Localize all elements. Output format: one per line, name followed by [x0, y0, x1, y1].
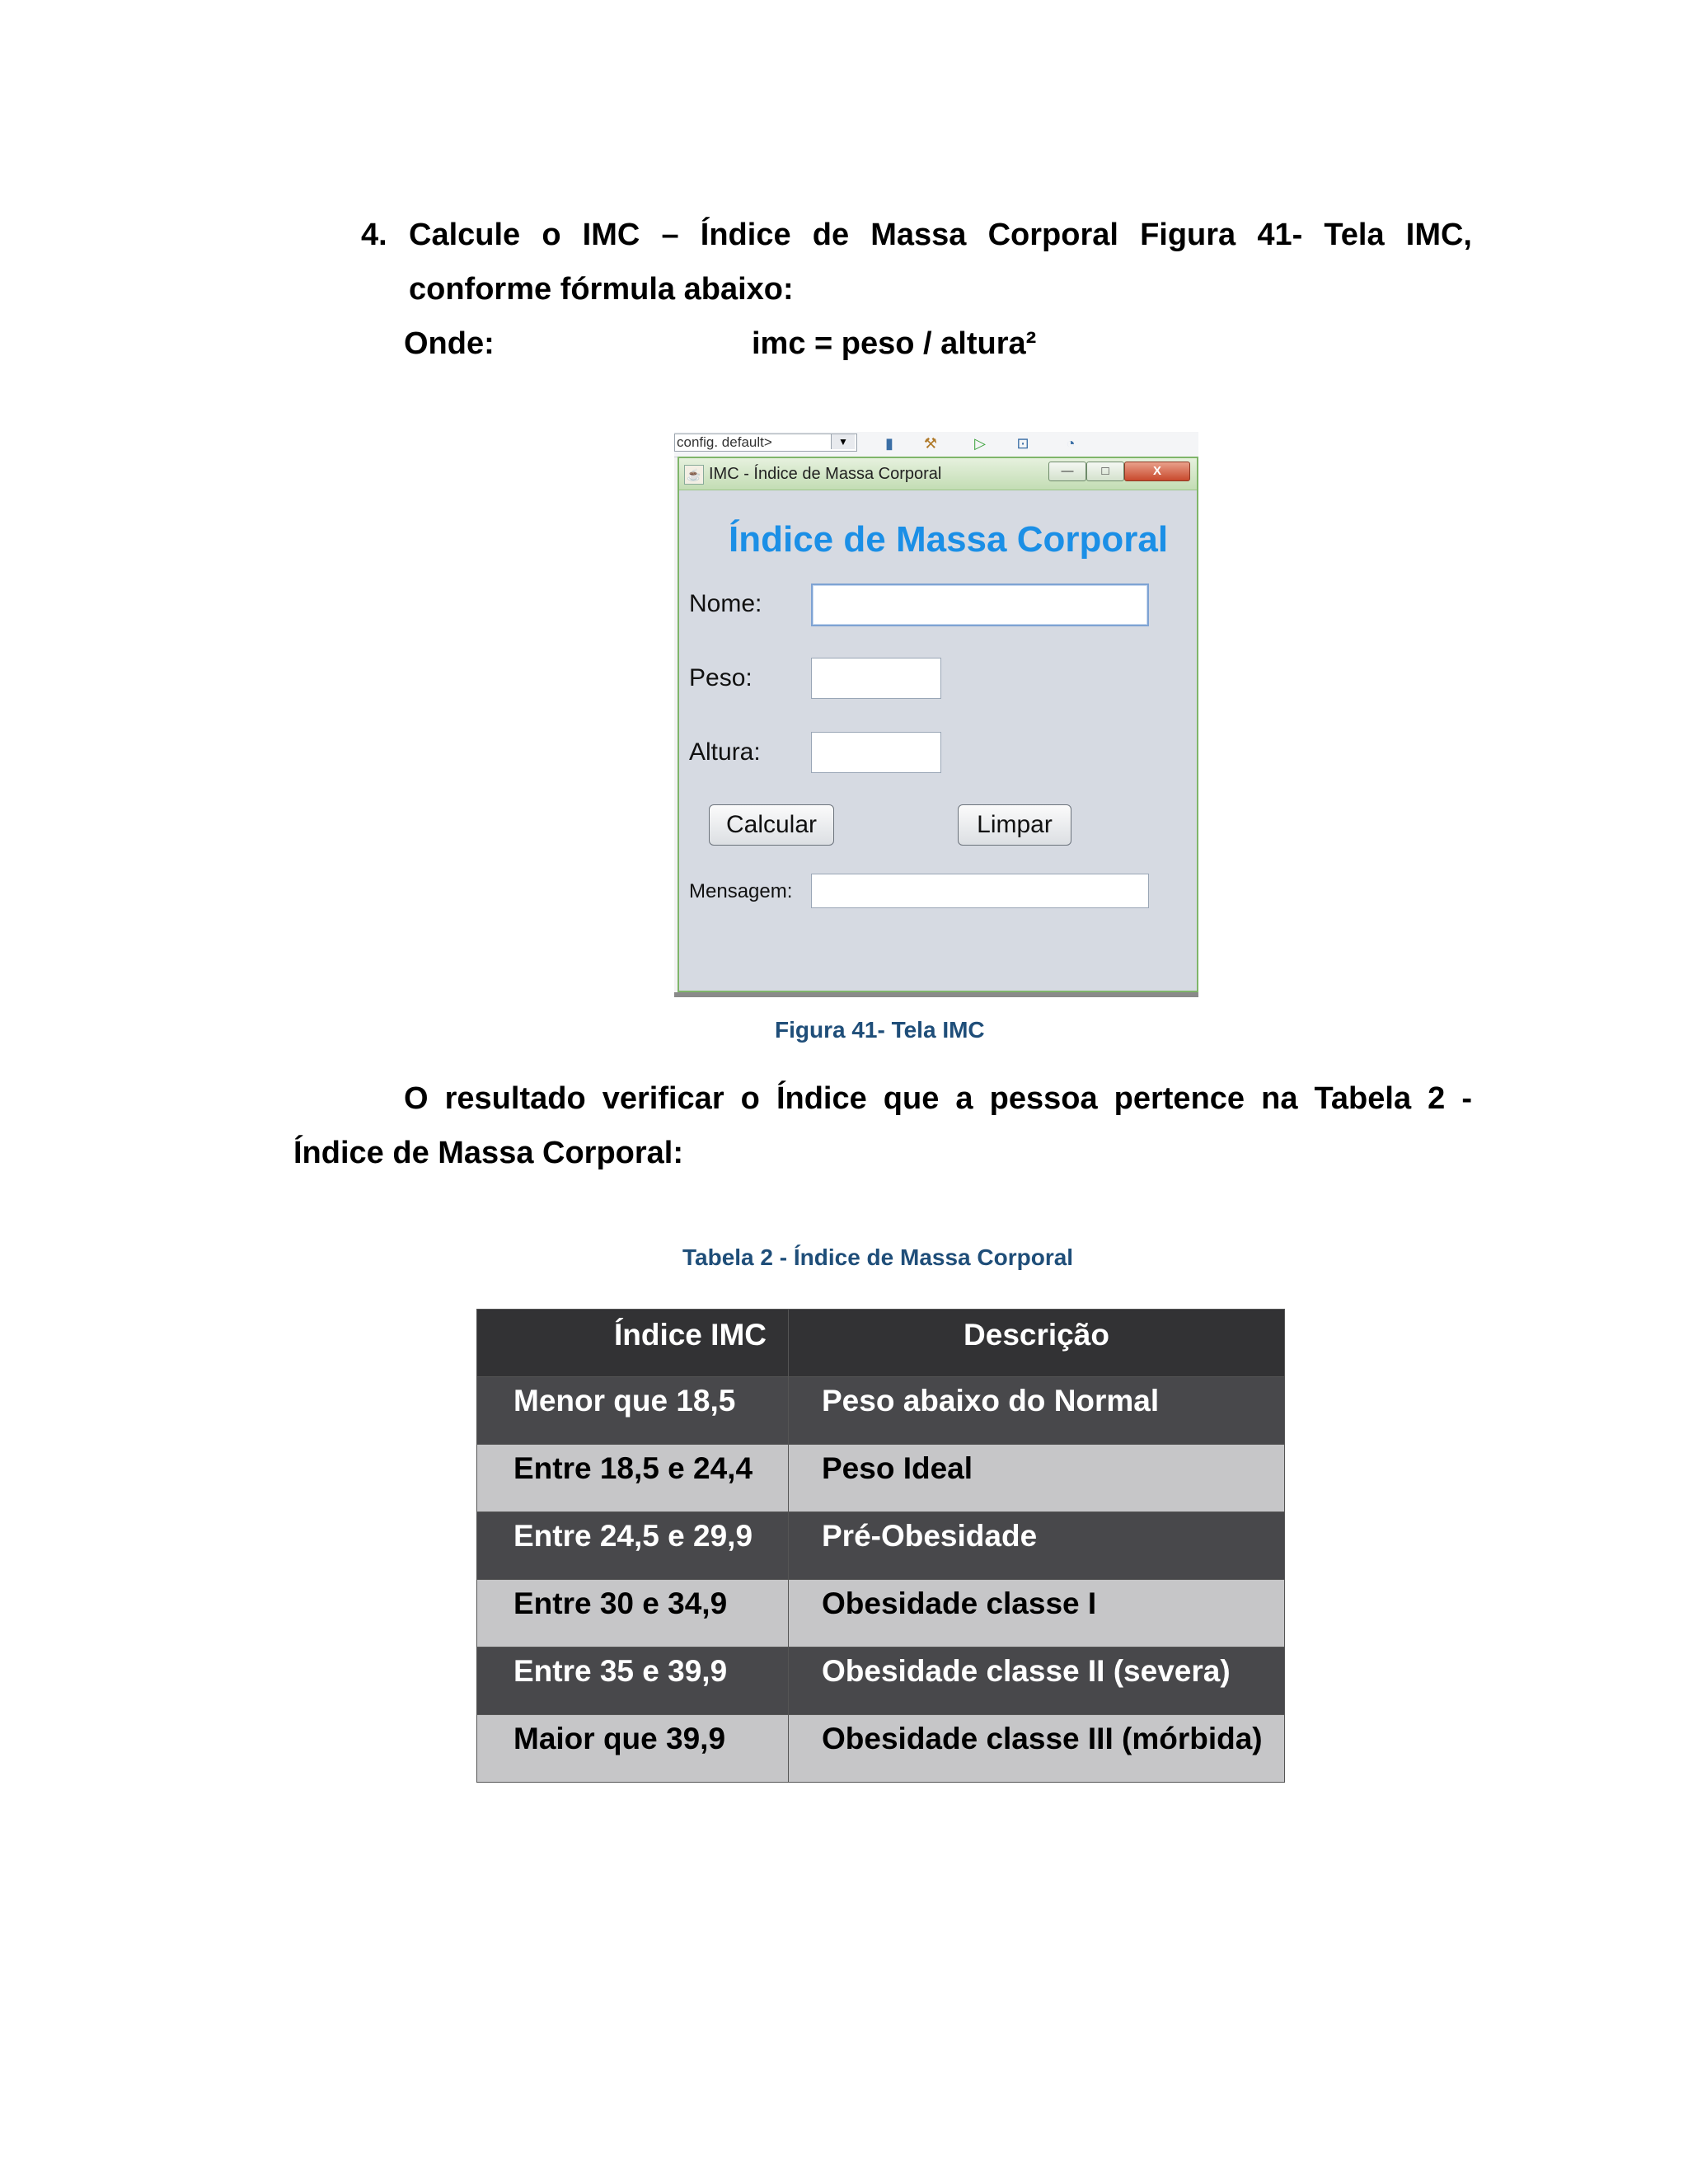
java-icon: ☕	[684, 465, 704, 485]
table-cell-description: Obesidade classe III (mórbida)	[789, 1715, 1285, 1783]
build-icon[interactable]: ⚒	[923, 435, 938, 452]
table-row	[477, 1580, 1285, 1647]
maximize-button[interactable]: □	[1086, 462, 1124, 481]
table-cell-description: Peso abaixo do Normal	[789, 1377, 1285, 1445]
window-bottom-edge	[674, 992, 1198, 997]
table-cell-description: Obesidade classe II (severa)	[789, 1647, 1285, 1715]
table-cell-index: Entre 30 e 34,9	[477, 1580, 789, 1647]
run-icon[interactable]: ▷	[974, 435, 986, 452]
table-cell-index: Maior que 39,9	[477, 1715, 789, 1783]
question-text-line1: Calcule o IMC – Índice de Massa Corporal Figura 41- Tela IMC,	[409, 218, 1472, 252]
result-paragraph-line2: Índice de Massa Corporal:	[293, 1136, 684, 1170]
imc-window	[678, 457, 1198, 992]
peso-input[interactable]	[811, 658, 941, 699]
question-text-line2: conforme fórmula abaixo:	[409, 272, 794, 307]
table-row	[477, 1377, 1285, 1445]
result-paragraph-line1: O resultado verificar o Índice que a pessoa pertence na Tabela 2 -	[404, 1081, 1472, 1116]
imc-window-screenshot	[674, 432, 1198, 997]
table-row	[477, 1445, 1285, 1512]
table-cell-index: Entre 24,5 e 29,9	[477, 1512, 789, 1580]
table-cell-index: Entre 35 e 39,9	[477, 1647, 789, 1715]
figure-caption: Figura 41- Tela IMC	[775, 1017, 985, 1043]
header-descricao: Descrição	[789, 1310, 1285, 1377]
profile-icon[interactable]: ◔	[1066, 435, 1076, 452]
window-title: IMC - Índice de Massa Corporal	[709, 465, 942, 483]
config-combo[interactable]: config. default>	[674, 434, 857, 452]
form-title: Índice de Massa Corporal	[729, 519, 1169, 560]
table-caption: Tabela 2 - Índice de Massa Corporal	[682, 1244, 1074, 1270]
chevron-down-icon[interactable]: ▼	[831, 434, 855, 449]
minimize-button[interactable]: —	[1048, 462, 1086, 481]
imc-table	[476, 1309, 1285, 1783]
peso-label: Peso:	[689, 664, 753, 691]
altura-input[interactable]	[811, 732, 941, 773]
table-cell-index: Entre 18,5 e 24,4	[477, 1445, 789, 1512]
mensagem-label: Mensagem:	[689, 880, 793, 902]
table-cell-description: Obesidade classe I	[789, 1580, 1285, 1647]
nome-input[interactable]	[811, 583, 1149, 626]
mensagem-field[interactable]	[811, 874, 1149, 908]
calcular-button[interactable]: Calcular	[709, 804, 834, 846]
table-cell-description: Pré-Obesidade	[789, 1512, 1285, 1580]
ide-toolbar	[674, 432, 1198, 457]
clean-icon[interactable]: ▮	[885, 435, 893, 452]
table-cell-index: Menor que 18,5	[477, 1377, 789, 1445]
table-row	[477, 1512, 1285, 1580]
table-cell-description: Peso Ideal	[789, 1445, 1285, 1512]
limpar-button[interactable]: Limpar	[958, 804, 1071, 846]
window-titlebar	[679, 458, 1197, 490]
table-header-row	[477, 1310, 1285, 1377]
table-row	[477, 1647, 1285, 1715]
formula: imc = peso / altura²	[752, 326, 1037, 361]
header-indice-imc: Índice IMC	[477, 1310, 789, 1377]
debug-icon[interactable]: ⊡	[1016, 435, 1029, 452]
nome-label: Nome:	[689, 590, 762, 617]
question-number: 4.	[361, 218, 387, 252]
where-label: Onde:	[404, 326, 495, 361]
close-button[interactable]: X	[1124, 462, 1190, 481]
table-row	[477, 1715, 1285, 1783]
altura-label: Altura:	[689, 738, 761, 766]
